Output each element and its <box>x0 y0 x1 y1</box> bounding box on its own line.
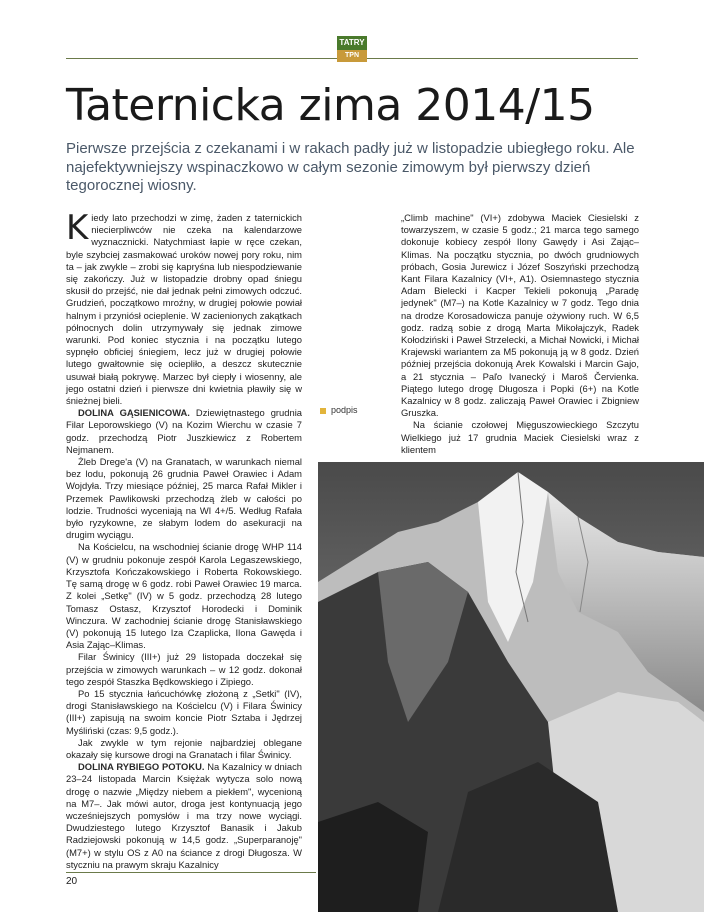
article-title: Taternicka zima 2014/15 <box>66 80 595 131</box>
page-number: 20 <box>66 876 78 887</box>
bottom-rule <box>66 872 316 873</box>
drop-cap: K <box>66 208 89 248</box>
section-rybiego-potoku: DOLINA RYBIEGO POTOKU. Na Kazalnicy w dniach 23–24 listopada Marcin Księżak wytycza solo nową drogę o nazwie „Między niebem a piekłem", wycenioną na M7–. Jak mówi autor, droga jest kontynuacją jego wcześniejszych pomysłów i ma trzy nowe wyciągi. Dwudziestego lutego Krzysztof Banasik i Jakub Radziejowski pokonują w 14,5 godz. „Superparanoję" (M7+) w stylu OS z A0 na ściance z drogi Długosza. W styczniu na prawym skraju Kazalnicy <box>66 761 302 870</box>
paragraph: Na ścianie czołowej Mięguszowieckiego Szczytu Wielkiego już 17 grudnia Maciek Ciesielski wraz z klientem <box>401 419 639 455</box>
badge-bottom: TPN <box>337 50 367 62</box>
paragraph: Na Kościelcu, na wschodniej ścianie drogę WHP 114 (V) w grudniu pokonuje zespół Karola Legaszewskiego, Krzysztofa Kończakowskiego i Roberta Rokowskiego. Tę samą drogę w 6 godz. robi Paweł Orawiec 19 marca. Z kolei „Setkę" (IV) w 5 godz. przechodzą 28 lutego Tomasz Ostasz, Krzysztof Horodecki i Dominik Winczura. W zachodniej ścianie drogę Stanisławskiego (V) pokonują 15 lutego Iza Czaplicka, Ilona Gawęda i Asia Zając–Klimas. <box>66 541 302 651</box>
paragraph: Po 15 stycznia łańcuchówkę złożoną z „Setki" (IV), drogi Stanisławskiego na Kościelcu (V) i Filara Świnicy (III+) zapisują na swoim koncie Piotr Sztaba i Jędrzej Myśliński (czas: 9,5 godz.). <box>66 687 302 736</box>
section-badge <box>337 36 367 62</box>
article-lead: Pierwsze przejścia z czekanami i w rakach padły już w listopadzie ubiegłego roku. Ale najefektywniejszy wspinaczkowo w całym sezonie zimowym był pierwszy dzień tegorocznej wiosny. <box>66 140 635 194</box>
intro-paragraph: Kiedy lato przechodzi w zimę, żaden z taternickich niecierpliwców nie czeka na kalendarzowe wyznacznicki. Natychmiast łapie w ręce czekan, byle szybciej zasmakować uroków nowej pory roku, nim ta – jak zwykle – zrobi się kapryśna lub niespodziewanie się zakończy. Już w listopadzie drobny opad śniegu skusił do przejść, nie dał jednak pełni zimowych odczuć. Grudzień, początkowo mroźny, w drugiej połowie powiał halnym i przyniósł ocieplenie. W zacienionych zakątkach północnych dolin utrzymywały się jednak zimowe warunki. Pod koniec stycznia i na początku lutego sypnęło obficiej śniegiem, lecz już w drugiej połowie lutego gwałtownie się ociepliło, a deszcz skutecznie usuwał białą pokrywę. Marzec był ciepły i wiosenny, ale jego ostatni dzień i pierwsze dni kwietnia pławiły się w śnieżnej bieli. <box>66 208 302 407</box>
section-heading: DOLINA RYBIEGO POTOKU. <box>78 761 205 773</box>
photo-caption: podpis <box>320 405 358 415</box>
paragraph: Jak zwykle w tym rejonie najbardziej oblegane okazały się kursowe drogi na Granatach i filar Świnicy. <box>66 736 302 760</box>
section-gasienicowa: DOLINA GĄSIENICOWA. Dziewiętnastego grudnia Filar Leporowskiego (V) na Kozim Wierchu w czasie 7 godz. przechodzą Piotr Juszkiewicz z Robertem Nejmanem. <box>66 407 302 455</box>
paragraph: Żleb Drege'a (V) na Granatach, w warunkach niemal bez lodu, pokonują 26 grudnia Paweł Orawiec i Adam Wojdyła. Trzy miesiące później, 25 marca Rafał Mikler i Przemek Pawlikowski przechodzą żleb w całości po lodzie. Trudności wyceniają na WI 4+/5. Według Rafała było ryzykowne, ze słabym lodem do asekuracji na drugim wyciągu. <box>66 456 302 541</box>
mountain-photo <box>318 462 704 912</box>
caption-marker-icon <box>320 408 326 414</box>
section-heading: DOLINA GĄSIENICOWA. <box>78 407 190 419</box>
badge-top: TATRY <box>337 36 367 50</box>
column-left <box>66 208 302 871</box>
paragraph: „Climb machine" (VI+) zdobywa Maciek Ciesielski z towarzyszem, w czasie 5 godz.; 21 marca tego samego dokonuje kobiecy zespół Ilony Gawędy i Asi Zając–Klimas. Na początku stycznia, po dwóch grudniowych próbach, Gosia Jurewicz i Józef Soszyński przechodzą Kant Filara Kazalnicy (VI+, A1). Osiemnastego stycznia Adam Bielecki i Kacper Tekieli pokonują „Paradę jedynek" (M7–) na Kotle Kazalnicy w 7 godz. Tego dnia na drodze Korosadowicza panuje ożywiony ruch. W 6,5 godz. radzą sobie z drogą Marta Mikołajczyk, Radek Kołodziński i Paweł Strzelecki, a Michał Nowicki, i Michał Krajewski wariantem za M5 pokonują ją w 8 godz. Dzień później przejścia dokonują Arek Kowalski i Marcin Gajo, a 21 stycznia – Paľo Ivanecký i Maroš Červienka. Piątego lutego drogę Długosza i Popki (6+) na Kotle Kazalnicy w 8 godz. zaliczają Paweł Orawiec i Zbigniew Gruszka. <box>401 212 639 419</box>
column-right <box>401 212 639 456</box>
paragraph: Filar Świnicy (III+) już 29 listopada doczekał się przejścia w zimowych warunkach – w 12 godz. dokonał tego zespół Staszka Będkowskiego i Zipiego. <box>66 651 302 687</box>
